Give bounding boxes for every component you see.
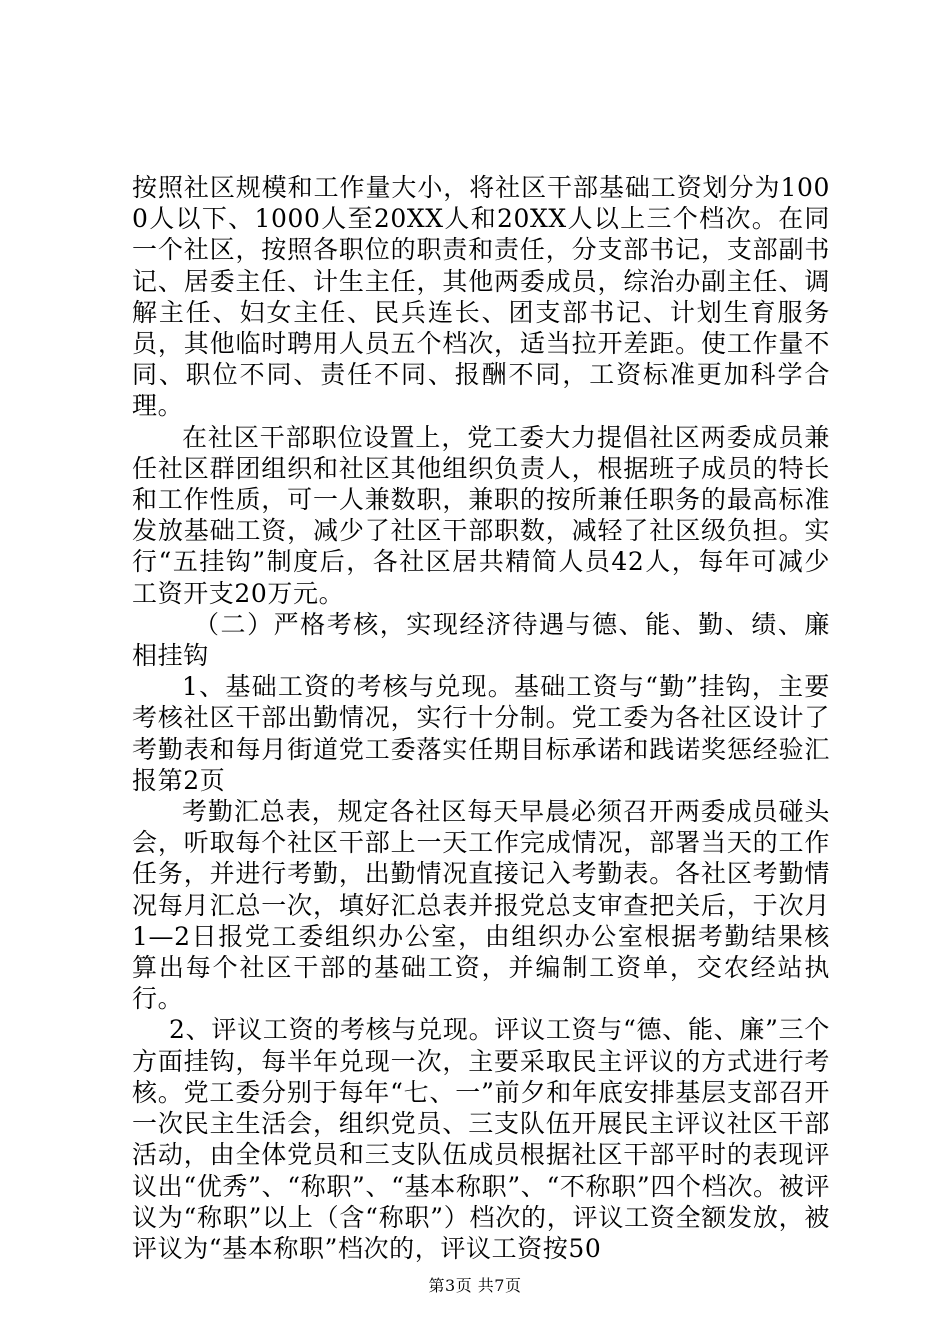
paragraph-base-salary-assessment: 1、基础工资的考核与兑现。基础工资与“勤”挂钩，主要考核社区干部出勤情况，实行十分制。党工委为各社区设计了考勤表和每月街道党工委落实任期目标承诺和践诺奖惩经验汇报第2页 <box>132 672 830 795</box>
section-heading-strict-assessment: （二）严格考核，实现经济待遇与德、能、勤、绩、廉相挂钩 <box>132 609 830 671</box>
page-number-footer: 第3页 共7页 <box>428 1276 522 1295</box>
paragraph-attendance-summary: 考勤汇总表，规定各社区每天早晨必须召开两委成员碰头会，听取每个社区干部上一天工作完成情况，部署当天的工作任务，并进行考勤，出勤情况直接记入考勤表。各社区考勤情况每月汇总一次，填好汇总表并报党总支审查把关后，于次月1—2日报党工委组织办公室，由组织办公室根据考勤结果核算出每个社区干部的基础工资，并编制工资单，交农经站执行。 <box>132 797 830 1014</box>
paragraph-evaluation-salary: 2、评议工资的考核与兑现。评议工资与“德、能、廉”三个方面挂钩，每半年兑现一次，主要采取民主评议的方式进行考核。党工委分别于每年“七、一”前夕和年底安排基层支部召开一次民主生活会，组织党员、三支队伍开展民主评议社区干部活动，由全体党员和三支队伍成员根据社区干部平时的表现评议出“优秀”、“称职”、“基本称职”、“不称职”四个档次。被评议为“称职”以上（含“称职”）档次的，评议工资全额发放，被评议为“基本称职”档次的，评议工资按50 <box>132 1015 830 1263</box>
document-body <box>132 172 830 1264</box>
paragraph-salary-tiers: 按照社区规模和工作量大小，将社区干部基础工资划分为1000人以下、1000人至20XX人和20XX人以上三个档次。在同一个社区，按照各职位的职责和责任，分支部书记，支部副书记、居委主任、计生主任，其他两委成员，综治办副主任、调解主任、妇女主任、民兵连长、团支部书记、计划生育服务员，其他临时聘用人员五个档次，适当拉开差距。使工作量不同、职位不同、责任不同、报酬不同，工资标准更加科学合理。 <box>132 173 830 421</box>
paragraph-position-setup: 在社区干部职位设置上，党工委大力提倡社区两委成员兼任社区群团组织和社区其他组织负责人，根据班子成员的特长和工作性质，可一人兼数职，兼职的按所兼任职务的最高标准发放基础工资，减少了社区干部职数，减轻了社区级负担。实行“五挂钩”制度后，各社区居共精简人员42人，每年可减少工资开支20万元。 <box>132 422 830 608</box>
